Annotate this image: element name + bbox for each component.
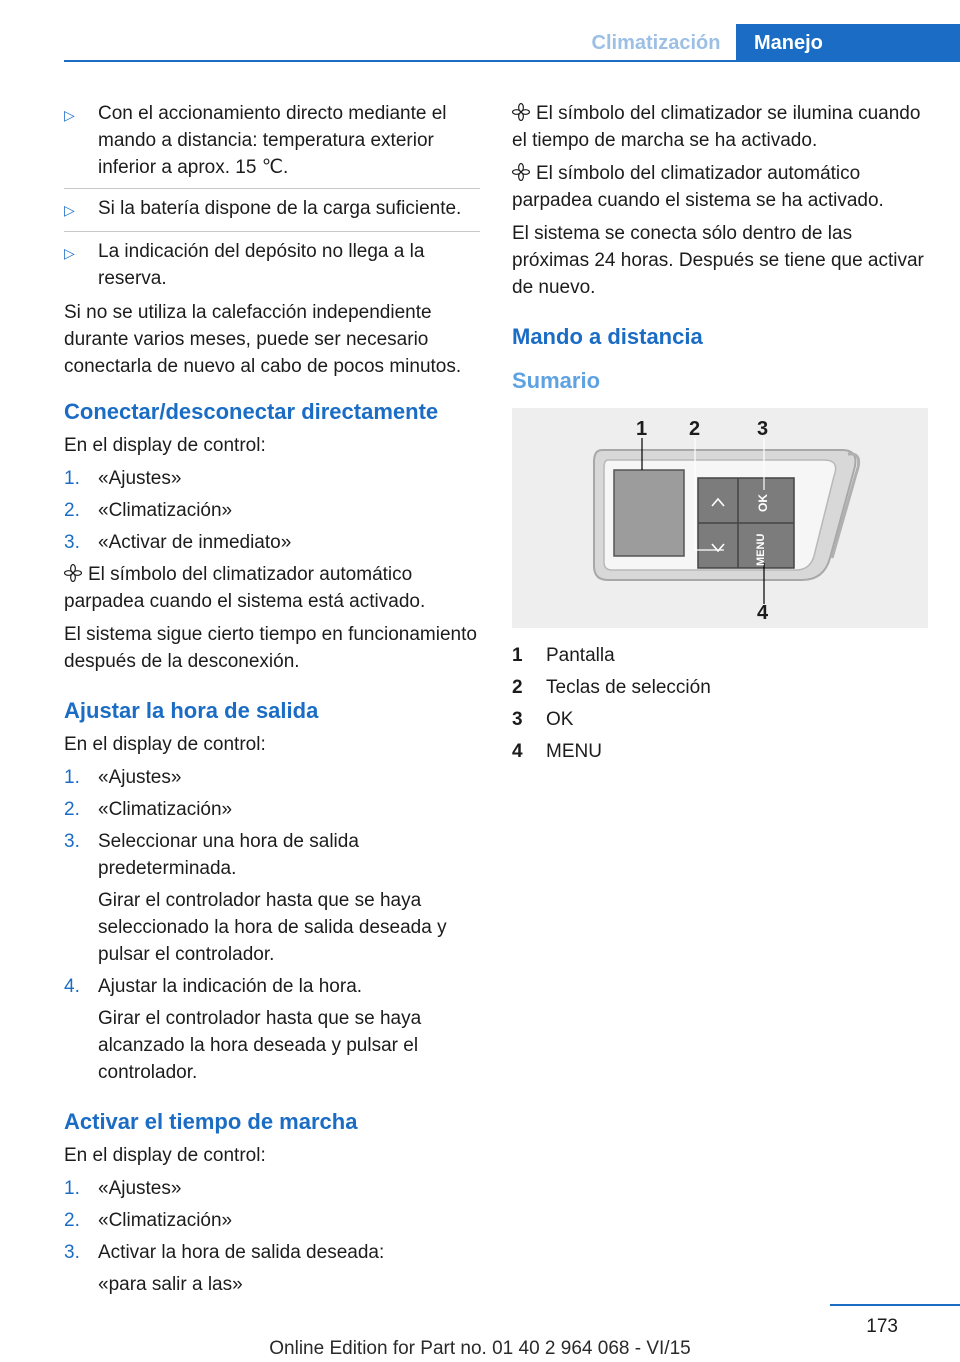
step-detail: Girar el controlador hasta que se haya seleccionado la hora de salida deseada y pulsar el controlador. (98, 890, 447, 965)
fan-icon (512, 163, 530, 181)
list-item: 2. «Climatización» (64, 799, 233, 820)
list-item: 2. «Climatización» (64, 1210, 233, 1231)
section-heading: Mando a distancia (512, 324, 703, 349)
paragraph: El sistema sigue cierto tiempo en funcionamiento después de la desconexión. (64, 624, 477, 672)
right-column (512, 100, 928, 770)
left-column (64, 100, 480, 1303)
remote-control-figure (512, 408, 928, 628)
list-item: 1. «Ajustes» (64, 1178, 182, 1199)
divider (64, 188, 480, 189)
step-detail: Girar el controlador hasta que se haya alcanzado la hora deseada y pulsar el controlador. (98, 1008, 422, 1083)
ok-key-label: OK (756, 494, 770, 512)
section-heading: Conectar/desconectar directamente (64, 399, 439, 424)
footer-rule (830, 1304, 960, 1306)
legend-item: 2 Teclas de selección (512, 677, 711, 698)
list-item: 1. «Ajustes» (64, 767, 182, 788)
callout-label: 3 (757, 418, 769, 440)
tab-section[interactable]: Climatización (591, 32, 721, 54)
section-heading: Ajustar la hora de salida (64, 698, 319, 723)
list-item: 3. Seleccionar una hora de salida predeterminada. (64, 831, 359, 879)
note-paragraph: El símbolo del climatizador se ilumina cuando el tiempo de marcha se ha activado. (512, 103, 921, 151)
note-paragraph: El símbolo del climatizador automático parpadea cuando el sistema está activado. (64, 564, 426, 612)
legend-item: 1 Pantalla (512, 645, 615, 666)
list-item: ▷ Si la batería dispone de la carga suficiente. (64, 195, 480, 224)
list-item: 4. Ajustar la indicación de la hora. (64, 976, 363, 997)
paragraph: El sistema se conecta sólo dentro de las próximas 24 horas. Después se tiene que activar de nuevo. (512, 223, 924, 298)
legend-item: 4 MENU (512, 741, 602, 762)
list-item: ▷ La indicación del depósito no llega a la reserva. (64, 238, 480, 292)
fan-icon (64, 564, 82, 582)
callout-label: 1 (636, 418, 648, 440)
remote-key-illustration (512, 408, 928, 628)
divider (64, 231, 480, 232)
section-heading: Activar el tiempo de marcha (64, 1109, 358, 1134)
list-item: ▷ Con el accionamiento directo mediante el mando a distancia: temperatura exterior inferior a aprox. 15 ℃. (64, 100, 480, 181)
list-item: 1. «Ajustes» (64, 468, 182, 489)
tab-chapter[interactable]: Manejo (736, 24, 960, 62)
fan-icon (512, 103, 530, 121)
lead-text: En el display de control: (64, 435, 266, 456)
intro-paragraph: Si no se utiliza la calefacción independiente durante varios meses, puede ser necesario conectarla de nuevo al cabo de pocos minutos. (64, 302, 462, 377)
subsection-heading: Sumario (512, 368, 601, 393)
page-number: 173 (866, 1316, 898, 1337)
callout-label: 4 (757, 602, 769, 624)
step-detail: «para salir a las» (98, 1274, 243, 1295)
list-item: 2. «Climatización» (64, 500, 233, 521)
triangle-bullet-icon: ▷ (64, 107, 75, 123)
menu-key-label: MENU (755, 533, 767, 566)
legend-item: 3 OK (512, 709, 574, 730)
triangle-bullet-icon: ▷ (64, 245, 75, 261)
lead-text: En el display de control: (64, 734, 266, 755)
callout-label: 2 (689, 418, 701, 440)
footer-edition: Online Edition for Part no. 01 40 2 964 068 - VI/15 (269, 1338, 691, 1359)
triangle-bullet-icon: ▷ (64, 202, 75, 218)
note-paragraph: El símbolo del climatizador automático parpadea cuando el sistema se ha activado. (512, 163, 884, 211)
list-item: 3. Activar la hora de salida deseada: (64, 1242, 385, 1263)
lead-text: En el display de control: (64, 1145, 266, 1166)
list-item: 3. «Activar de inmediato» (64, 532, 292, 553)
